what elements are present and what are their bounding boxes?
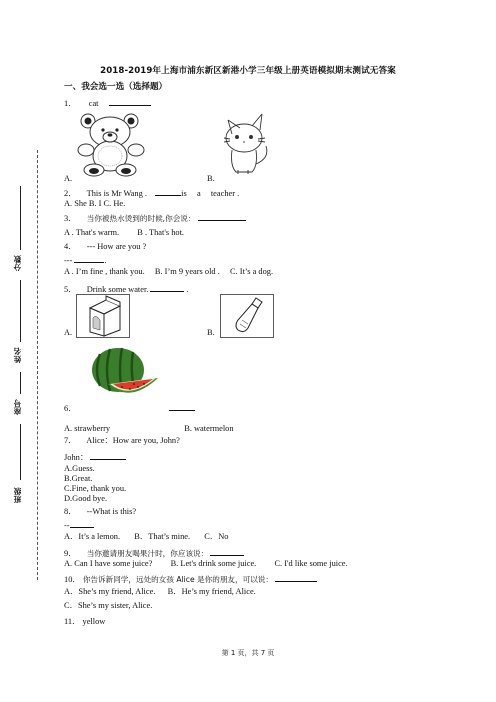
q10-number: 10． <box>64 575 81 584</box>
q4-option-a[interactable]: A . I’m fine , thank you. <box>64 267 145 276</box>
side-label-name: 姓名 <box>13 347 22 363</box>
q7-prefix: John： <box>64 453 89 462</box>
q10-option-b[interactable]: B．He’s my friend, Alice. <box>167 587 256 596</box>
q9-number: 9． <box>64 549 77 558</box>
q3-text: 当你被热水烫到的时候,你会说： <box>86 214 196 223</box>
class-blank-line <box>20 424 21 480</box>
q10-option-a[interactable]: A．She’s my friend, Alice. <box>64 587 156 596</box>
q7-option-b[interactable]: B.Great. <box>64 474 93 483</box>
q6-option-a[interactable]: A. strawberry <box>64 424 111 433</box>
q6-number: 6． <box>64 404 77 413</box>
side-label-class: 班级 <box>13 487 22 503</box>
q4-prefix: --- <box>64 256 73 265</box>
q8-option-b[interactable]: B．That’s mine. <box>134 532 191 541</box>
q4-option-c[interactable]: C. It’s a dog. <box>230 267 274 276</box>
question-10 <box>64 573 317 585</box>
q4-number: 4． <box>64 242 77 251</box>
q10-answer-blank[interactable] <box>275 573 317 582</box>
question-8 <box>64 507 136 517</box>
q9-option-b[interactable]: B. Let's drink some juice. <box>170 559 257 568</box>
q8-answer-blank[interactable] <box>70 519 94 528</box>
water-bottle-image <box>220 294 274 338</box>
q4-options <box>64 267 273 277</box>
q3-number: 3． <box>64 214 77 223</box>
q5-answer-blank[interactable] <box>150 283 184 292</box>
q2-number: 2． <box>64 189 77 198</box>
q2-text-part2: is <box>181 189 187 198</box>
q8-number: 8． <box>64 507 77 516</box>
q6-options <box>64 424 234 434</box>
seat-blank-line <box>20 372 21 394</box>
q7-option-d[interactable]: D.Good bye. <box>64 494 108 503</box>
q7-answer-blank[interactable] <box>90 451 126 460</box>
q1-answer-blank[interactable] <box>109 97 151 106</box>
q2-text-part1: This is Mr Wang . <box>86 189 147 198</box>
question-7 <box>64 436 180 446</box>
question-11 <box>64 617 105 627</box>
q5-text-end: . <box>186 285 189 294</box>
q5-option-b[interactable]: B. <box>207 328 215 337</box>
exam-title: 2018-2019年上海市浦东新区新港小学三年级上册英语模拟期末测试无答案 <box>100 66 396 76</box>
q9-text: 当你邀请朋友喝果汁时，你应该说： <box>86 549 209 558</box>
q9-answer-blank[interactable] <box>210 547 244 556</box>
q9-option-c[interactable]: C. I'd like some juice. <box>274 559 348 568</box>
q4-option-b[interactable]: B. I’m 9 years old . <box>154 267 220 276</box>
q2-options[interactable]: A. She B. I C. He. <box>64 199 126 208</box>
q11-text: yellow <box>82 617 106 626</box>
q10-option-c[interactable]: C．She’s my sister, Alice. <box>64 601 153 610</box>
question-1 <box>64 97 151 109</box>
q8-prefix: -- <box>64 521 70 530</box>
question-9 <box>64 547 244 559</box>
cat-drawing-image <box>218 110 274 176</box>
q4-text: --- How are you ? <box>86 242 147 251</box>
question-3 <box>64 212 246 224</box>
q6-answer-blank[interactable] <box>169 402 195 411</box>
section-heading: 一、我会选一选（选择题） <box>64 82 168 92</box>
side-label-score: 分数 <box>13 255 22 271</box>
teddy-bear-image <box>74 112 148 178</box>
q4-answer-blank[interactable] <box>74 254 104 263</box>
q5-text: Drink some water. <box>86 285 149 294</box>
q2-text-part4: teacher . <box>210 189 240 198</box>
q3-option-b[interactable]: B . That's hot. <box>137 228 185 237</box>
q1-text: cat <box>88 99 99 108</box>
binding-dashed-line <box>37 150 38 580</box>
q3-options <box>64 228 184 238</box>
q1-number: 1． <box>64 99 77 108</box>
q8-option-a[interactable]: A．It’s a lemon. <box>64 532 121 541</box>
q10-options-row1 <box>64 587 256 597</box>
milk-carton-image <box>76 294 130 338</box>
q7-response-line <box>64 451 126 463</box>
q9-options <box>64 559 348 569</box>
q1-option-a[interactable]: A. <box>64 174 73 183</box>
q8-text: --What is this? <box>86 507 137 516</box>
q3-answer-blank[interactable] <box>198 212 246 221</box>
watermelon-image <box>88 344 160 402</box>
question-6 <box>64 402 195 414</box>
q8-response-line <box>64 519 94 531</box>
question-2 <box>64 187 239 199</box>
q1-option-b[interactable]: B. <box>207 174 215 183</box>
q7-option-a[interactable]: A.Guess. <box>64 464 95 473</box>
q2-text-part3: a <box>196 189 201 198</box>
q10-text: 你告诉新同学，远处的女孩 Alice 是你的朋友，可以说： <box>82 575 273 584</box>
q3-option-a[interactable]: A . That's warm. <box>64 228 120 237</box>
q8-option-c[interactable]: C．No <box>204 532 229 541</box>
q7-number: 7． <box>64 436 77 445</box>
q8-options <box>64 532 228 542</box>
q5-number: 5． <box>64 285 77 294</box>
name-blank-line <box>20 280 21 342</box>
page-footer: 第 1 页，共 7 页 <box>221 649 275 657</box>
q5-option-a[interactable]: A. <box>64 328 73 337</box>
q6-option-b[interactable]: B. watermelon <box>184 424 234 433</box>
question-4 <box>64 242 146 252</box>
q7-option-c[interactable]: C.Fine, thank you. <box>64 484 127 493</box>
q4-response-line: --- . <box>64 256 107 265</box>
q9-option-a[interactable]: A. Can I have some juice? <box>64 559 153 568</box>
q7-text: Alice：How are you, John? <box>86 436 180 445</box>
side-label-seat: 座号 <box>13 399 22 415</box>
q2-answer-blank[interactable] <box>155 187 181 196</box>
score-blank-line <box>20 186 21 250</box>
q11-number: 11． <box>64 617 81 626</box>
